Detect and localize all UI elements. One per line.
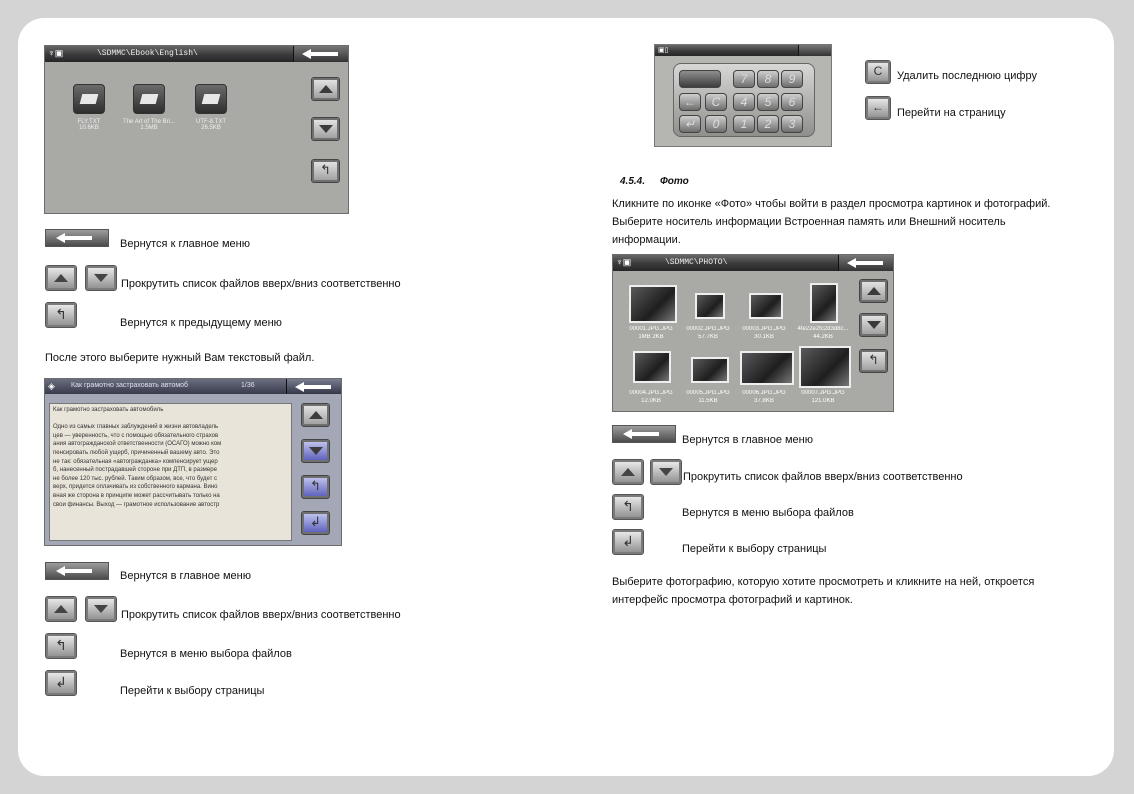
scroll-down-button[interactable] bbox=[311, 117, 340, 141]
key[interactable]: 2 bbox=[757, 115, 779, 133]
goto-key-icon: ← bbox=[865, 96, 891, 120]
back-key-icon bbox=[612, 425, 676, 443]
keypad-status-bar bbox=[655, 45, 831, 56]
photo-browser-screen bbox=[612, 254, 894, 412]
browser-path: \SDMMC\Ebook\English\ bbox=[97, 49, 198, 58]
key[interactable]: 6 bbox=[781, 93, 803, 111]
legend2-goto-page: Перейти к выбору страницы bbox=[120, 685, 265, 697]
legend-goto-page: Перейти на страницу bbox=[897, 107, 1006, 119]
photo-size: 1MB 2KB bbox=[638, 334, 664, 340]
file-name: The Art of The Bri... bbox=[123, 119, 175, 125]
photo-size: 44.2KB bbox=[813, 334, 833, 340]
keypad-back-button[interactable] bbox=[798, 45, 831, 56]
photo-name: 00007.JPG.JPG bbox=[801, 390, 845, 396]
photo-thumbnail[interactable] bbox=[695, 293, 725, 319]
photo-name: 00006.JPG.JPG bbox=[742, 390, 786, 396]
intro-line: информации. bbox=[612, 234, 681, 246]
book-icon bbox=[195, 84, 227, 114]
legend3-back-files: Вернутся в меню выбора файлов bbox=[682, 507, 854, 519]
photo-size: 57.7KB bbox=[698, 334, 718, 340]
clear-key-icon: C bbox=[865, 60, 891, 84]
key[interactable]: 9 bbox=[781, 70, 803, 88]
legend3-scroll: Прокрутить список файлов вверх/вниз соответственно bbox=[683, 471, 963, 483]
scroll-up-button[interactable] bbox=[311, 77, 340, 101]
file-size: 10.6KB bbox=[79, 125, 99, 131]
intro-line: Выберите носитель информации Встроенная память или Внешний носитель bbox=[612, 216, 1006, 228]
key[interactable]: 1 bbox=[733, 115, 755, 133]
photo-thumbnail[interactable] bbox=[633, 351, 671, 383]
legend2-back-main: Вернутся в главное меню bbox=[120, 570, 251, 582]
file-name: UTF-8.TXT bbox=[196, 119, 226, 125]
section-title: Фото bbox=[660, 176, 689, 187]
photo-name: 00002.JPG.JPG bbox=[686, 326, 730, 332]
photo-back-button[interactable] bbox=[838, 255, 893, 271]
return-key-icon: ↰ bbox=[45, 633, 77, 659]
photo-scroll-up-button[interactable] bbox=[859, 279, 888, 303]
file-size: 26.5KB bbox=[201, 125, 221, 131]
ebook-browser-screen bbox=[44, 45, 349, 214]
intro-line: Кликните по иконке «Фото» чтобы войти в раздел просмотра картинок и фотографий. bbox=[612, 198, 1051, 210]
scroll-up-key-icon bbox=[45, 265, 77, 291]
scroll-up-key-icon bbox=[612, 459, 644, 485]
photo-size: 12.0KB bbox=[641, 398, 661, 404]
return-key-icon: ↰ bbox=[612, 494, 644, 520]
key-backspace[interactable]: ← bbox=[679, 93, 701, 111]
book-small-icon: ◈ bbox=[48, 381, 55, 391]
photo-thumbnail[interactable] bbox=[740, 351, 794, 385]
storage-icon: ♆▣ bbox=[616, 257, 632, 267]
reader-scroll-down-button[interactable] bbox=[301, 439, 330, 463]
return-key-icon: ↰ bbox=[45, 302, 77, 328]
photo-thumbnail[interactable] bbox=[810, 283, 838, 323]
legend3-back-main: Вернутся в главное меню bbox=[682, 434, 813, 446]
key[interactable]: 0 bbox=[705, 115, 727, 133]
photo-size: 30.1KB bbox=[754, 334, 774, 340]
back-key-icon bbox=[45, 229, 109, 247]
legend-scroll: Прокрутить список файлов вверх/вниз соответственно bbox=[121, 278, 401, 290]
back-key-icon bbox=[45, 562, 109, 580]
section-intro bbox=[612, 195, 1082, 249]
select-file-paragraph: После этого выберите нужный Вам текстовый файл. bbox=[45, 352, 315, 364]
key-clear[interactable]: C bbox=[705, 93, 727, 111]
photo-scroll-down-button[interactable] bbox=[859, 313, 888, 337]
return-button[interactable] bbox=[311, 159, 340, 183]
back-arrow-icon bbox=[847, 258, 887, 268]
photo-return-button[interactable] bbox=[859, 349, 888, 373]
scroll-down-key-icon bbox=[85, 596, 117, 622]
page-keypad-screen bbox=[654, 44, 832, 147]
browser-status-bar bbox=[45, 46, 348, 62]
legend3-goto-page: Перейти к выбору страницы bbox=[682, 543, 827, 555]
outro-line: интерфейс просмотра фотографий и картинок. bbox=[612, 594, 853, 606]
section-number: 4.5.4. bbox=[620, 176, 646, 187]
file-name: FLY.TXT bbox=[77, 119, 101, 125]
photo-path: \SDMMC\PHOTO\ bbox=[665, 258, 728, 267]
reader-title-bar bbox=[45, 379, 341, 394]
photo-thumbnail[interactable] bbox=[691, 357, 729, 383]
legend-delete-last: Удалить последнюю цифру bbox=[897, 70, 1037, 82]
reader-page-button[interactable] bbox=[301, 511, 330, 535]
key[interactable]: 4 bbox=[733, 93, 755, 111]
outro-line: Выберите фотографию, которую хотите просмотреть и кликните на ней, откроется bbox=[612, 576, 1035, 588]
book-icon bbox=[133, 84, 165, 114]
scroll-down-key-icon bbox=[85, 265, 117, 291]
file-item[interactable] bbox=[183, 84, 239, 131]
photo-size: 121.0KB bbox=[811, 398, 835, 404]
photo-name: 4fe22e2fc2d3d8c... bbox=[797, 326, 849, 332]
outro-paragraph bbox=[612, 573, 1082, 609]
photo-thumbnail[interactable] bbox=[629, 285, 677, 323]
reader-files-button[interactable] bbox=[301, 475, 330, 499]
key-enter[interactable]: ↵ bbox=[679, 115, 701, 133]
photo-size: 11.5KB bbox=[698, 398, 718, 404]
key[interactable]: 7 bbox=[733, 70, 755, 88]
return-icon: ↰ bbox=[868, 352, 879, 367]
reader-back-button[interactable] bbox=[286, 379, 341, 394]
scroll-down-key-icon bbox=[650, 459, 682, 485]
back-arrow-icon bbox=[295, 382, 335, 392]
storage-icon: ♆▣ bbox=[48, 48, 64, 58]
book-icon bbox=[73, 84, 105, 114]
page-select-key-icon: ↲ bbox=[45, 670, 77, 696]
photo-thumbnail[interactable] bbox=[799, 346, 851, 388]
legend-back-prev: Вернутся к предыдущему меню bbox=[120, 317, 282, 329]
legend-back-main: Вернутся к главное меню bbox=[120, 238, 250, 250]
key[interactable]: 5 bbox=[757, 93, 779, 111]
page-select-icon: ↲ bbox=[310, 514, 321, 529]
photo-name: 00005.JPG.JPG bbox=[686, 390, 730, 396]
reader-page-number: 1/36 bbox=[241, 382, 255, 389]
photo-name: 00003.JPG.JPG bbox=[742, 326, 786, 332]
file-size: 1.5MB bbox=[140, 125, 158, 131]
key[interactable]: 8 bbox=[757, 70, 779, 88]
storage-icon: ▣▯ bbox=[658, 47, 669, 54]
reader-text: Как грамотно застраховать автомобиль Одно из самых главных заблуждений в жизни автовладель цев — уверенность, что с помощью обязательного страхов ания автогражданской ответственности (ОСАГО) можно ком пенсировать любой ущерб, причиненный вашему авто. Это не так: обязательная «автогражданка» компенсирует ущер б, нанесенный пострадавшей стороне при ДТП, в размере не более 120 тыс. рублей. Таким образом, все, что будет с верх, придется оплачивать из собственного кармана. Вино вная же сторона в принципе может рассчитывать только на свои финансы. Выход — грамотное использование автостр bbox=[49, 403, 292, 541]
legend2-scroll: Прокрутить список файлов вверх/вниз соответственно bbox=[121, 609, 401, 621]
photo-thumbnail[interactable] bbox=[749, 293, 783, 319]
key[interactable]: 3 bbox=[781, 115, 803, 133]
file-item[interactable] bbox=[61, 84, 117, 131]
legend2-back-files: Вернутся в меню выбора файлов bbox=[120, 648, 292, 660]
photo-status-bar bbox=[613, 255, 893, 271]
keypad-display bbox=[679, 70, 721, 88]
text-reader-screen bbox=[44, 378, 342, 546]
return-icon: ↰ bbox=[310, 478, 321, 493]
file-item[interactable] bbox=[121, 84, 177, 131]
scroll-up-key-icon bbox=[45, 596, 77, 622]
browser-back-button[interactable] bbox=[293, 46, 348, 62]
back-arrow-icon bbox=[302, 49, 342, 59]
reader-scroll-up-button[interactable] bbox=[301, 403, 330, 427]
photo-name: 00004.JPG.JPG bbox=[629, 390, 673, 396]
page-select-key-icon: ↲ bbox=[612, 529, 644, 555]
photo-name: 00001.JPG.JPG bbox=[629, 326, 673, 332]
return-icon: ↰ bbox=[320, 162, 331, 177]
photo-size: 37.8KB bbox=[754, 398, 774, 404]
reader-title: Как грамотно застраховать автомоб bbox=[71, 382, 189, 389]
